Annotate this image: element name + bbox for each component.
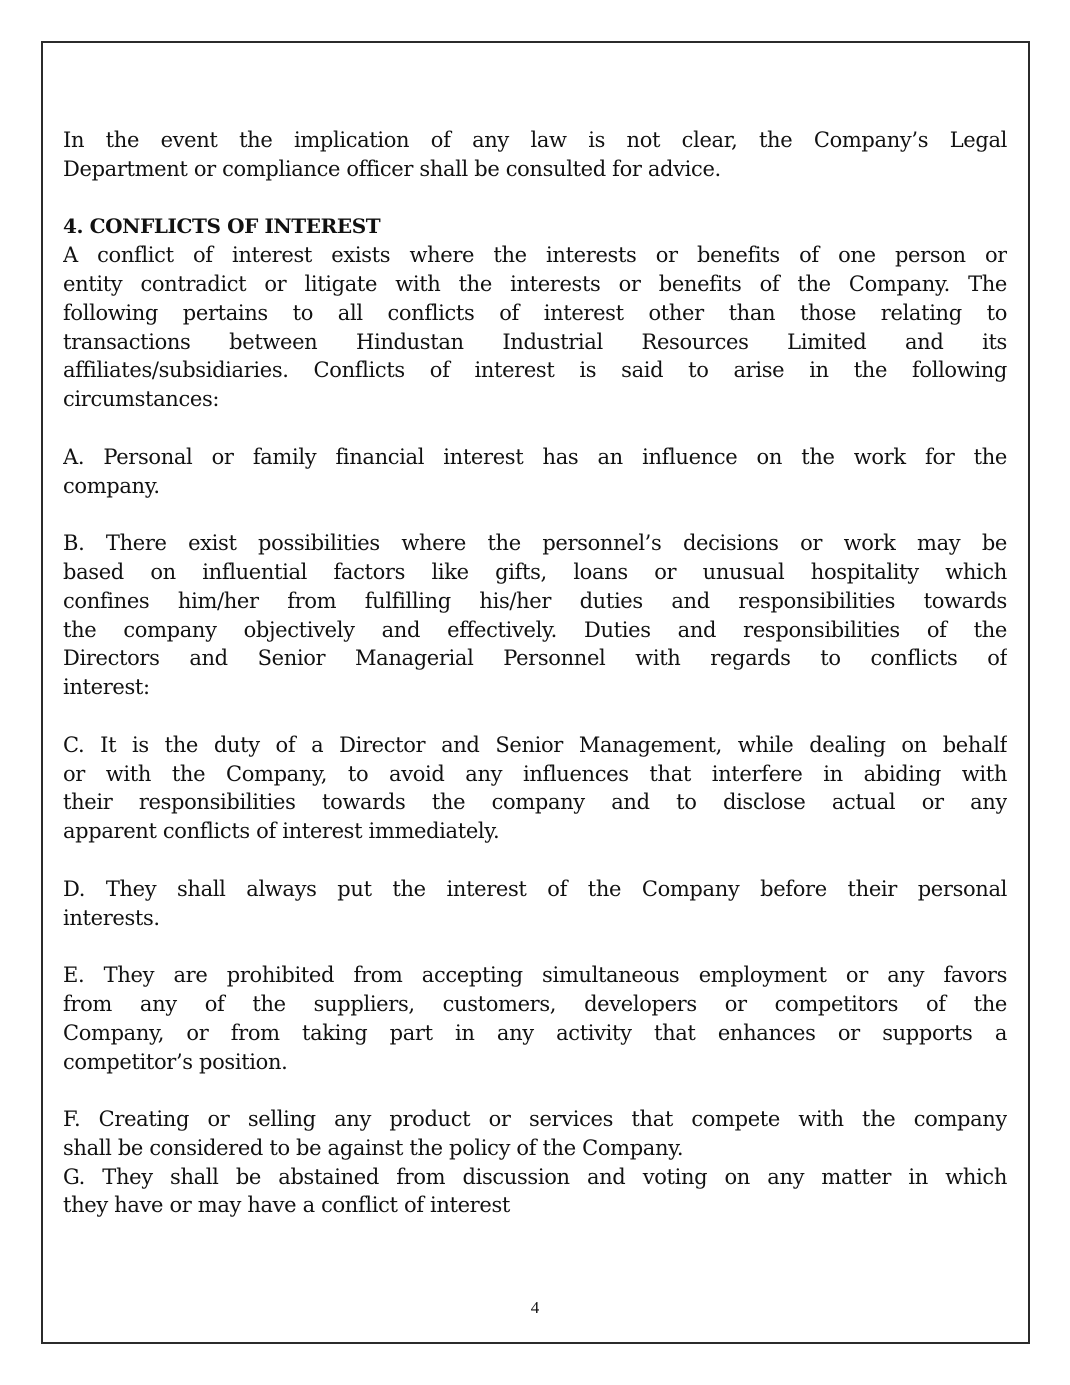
text-line: interests.	[63, 905, 160, 930]
text-line: interest:	[63, 675, 150, 700]
text-line: transactions between Hindustan Industrial Resources Limited and its	[63, 329, 1007, 354]
page-number: 4	[530, 1298, 540, 1317]
text-line: based on influential factors like gifts, loans or unusual hospitality which	[63, 559, 1007, 584]
text-line: company.	[63, 473, 160, 498]
text-line: following pertains to all conflicts of interest other than those relating to	[63, 300, 1007, 325]
text-line: A conflict of interest exists where the interests or benefits of one person or	[63, 243, 1007, 268]
text-line: from any of the suppliers, customers, developers or competitors of the	[63, 991, 1007, 1016]
paragraph-gap	[63, 184, 1007, 213]
document-body	[63, 126, 1007, 1220]
clause-e	[63, 961, 1007, 1076]
paragraph-gap	[63, 846, 1007, 875]
text-line: affiliates/subsidiaries. Conflicts of interest is said to arise in the following	[63, 358, 1007, 383]
text-line: competitor’s position.	[63, 1049, 288, 1074]
clause-b	[63, 529, 1007, 702]
text-line: their responsibilities towards the company and to disclose actual or any	[63, 790, 1007, 815]
text-line: In the event the implication of any law is not clear, the Company’s Legal	[63, 128, 1007, 152]
text-line: Department or compliance officer shall be consulted for advice.	[63, 156, 721, 181]
text-line: F. Creating or selling any product or services that compete with the company	[63, 1107, 1007, 1132]
clause-c	[63, 731, 1007, 846]
intro-paragraph	[63, 126, 1007, 184]
paragraph-gap	[63, 702, 1007, 731]
text-line: confines him/her from fulfilling his/her duties and responsibilities towards	[63, 588, 1007, 613]
paragraph-gap	[63, 500, 1007, 529]
text-line: Directors and Senior Managerial Personnel with regards to conflicts of	[63, 646, 1007, 671]
text-line: shall be considered to be against the policy of the Company.	[63, 1135, 684, 1160]
text-line: they have or may have a conflict of interest	[63, 1193, 510, 1218]
text-line: C. It is the duty of a Director and Senior Management, while dealing on behalf	[63, 732, 1007, 757]
clause-d	[63, 875, 1007, 933]
text-line: Company, or from taking part in any activity that enhances or supports a	[63, 1020, 1007, 1045]
paragraph-gap	[63, 414, 1007, 443]
text-line: entity contradict or litigate with the interests or benefits of the Company. The	[63, 271, 1007, 296]
section-heading: 4. CONFLICTS OF INTEREST	[63, 214, 381, 239]
text-line: G. They shall be abstained from discussion and voting on any matter in which	[63, 1164, 1007, 1189]
paragraph-gap	[63, 1076, 1007, 1105]
text-line: the company objectively and effectively. Duties and responsibilities of the	[63, 617, 1007, 642]
clause-f	[63, 1105, 1007, 1163]
text-line: D. They shall always put the interest of the Company before their personal	[63, 876, 1007, 901]
paragraph-gap	[63, 932, 1007, 961]
text-line: circumstances:	[63, 387, 220, 412]
clause-g	[63, 1163, 1007, 1221]
section-intro-paragraph	[63, 241, 1007, 414]
text-line: B. There exist possibilities where the personnel’s decisions or work may be	[63, 531, 1007, 556]
clause-a	[63, 443, 1007, 501]
text-line: or with the Company, to avoid any influences that interfere in abiding with	[63, 761, 1007, 786]
text-line: E. They are prohibited from accepting simultaneous employment or any favors	[63, 963, 1007, 988]
text-line: apparent conflicts of interest immediately.	[63, 819, 500, 844]
text-line: A. Personal or family financial interest has an influence on the work for the	[63, 444, 1007, 469]
